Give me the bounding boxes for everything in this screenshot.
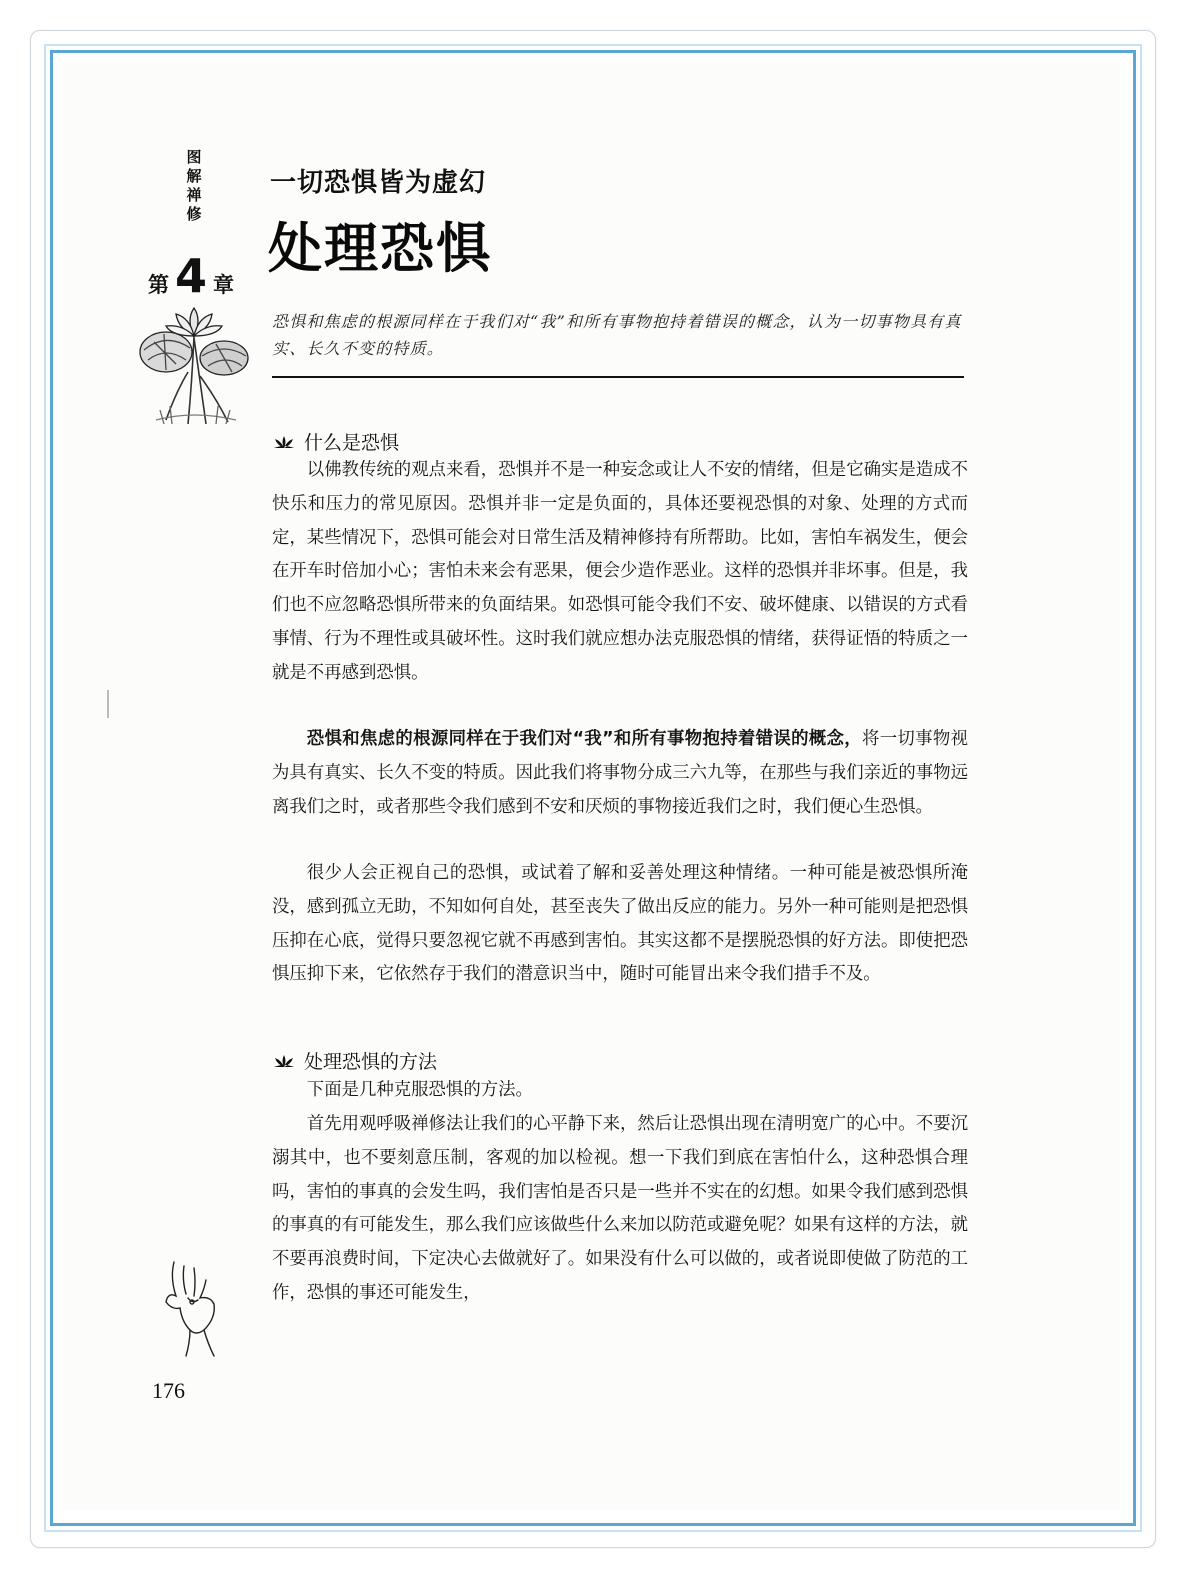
section-heading-text: 什么是恐惧: [304, 432, 400, 454]
section-subtitle: 一切恐惧皆为虚幻: [270, 168, 487, 198]
chapter-prefix: 第: [148, 273, 169, 297]
series-char: 禅: [186, 186, 202, 204]
page-number: 176: [152, 1378, 185, 1403]
series-char: 图: [186, 148, 202, 166]
margin-mark: [107, 690, 109, 718]
paragraph-text: 将一切事物视为具有真实、长久不变的特质。因此我们将事物分成三六九等，在那些与我们亲近的事物远离我们之时，或者那些令我们感到不安和厌烦的事物接近我们之时，我们便心生恐惧。: [272, 729, 968, 817]
paragraph: [272, 723, 968, 824]
lotus-bullet-icon: [272, 1053, 296, 1069]
chapter-abstract: 恐惧和焦虑的根源同样在于我们对“我”和所有事物抱持着错误的概念，认为一切事物具有真实、长久不变的特质。: [272, 312, 962, 358]
lotus-illustration-icon: [136, 302, 254, 426]
series-char: 修: [186, 205, 202, 223]
hand-mudra-illustration-icon: [160, 1258, 234, 1358]
paragraph: 下面是几种克服恐惧的方法。: [306, 1080, 533, 1100]
bold-lead: 恐惧和焦虑的根源同样在于我们对“我”和所有事物抱持着错误的概念，: [306, 729, 862, 749]
chapter-number: 4: [175, 249, 208, 303]
paragraph: 很少人会正视自己的恐惧，或试着了解和妥善处理这种情绪。一种可能是被恐惧所淹没，感到孤立无助，不知如何自处，甚至丧失了做出反应的能力。另外一种可能则是把恐惧压抑在心底，觉得只要忽视它就不再感到害怕。其实这都不是摆脱恐惧的好方法。即使把恐惧压抑下来，它依然存于我们的潜意识当中，随时可能冒出来令我们措手不及。: [272, 863, 968, 985]
chapter-suffix: 章: [213, 273, 235, 297]
series-title-vertical: [185, 148, 203, 224]
section-heading: [272, 1047, 437, 1074]
series-char: 解: [186, 167, 202, 185]
section-heading: [272, 428, 399, 455]
divider: [272, 376, 964, 378]
paragraph: 以佛教传统的观点来看，恐惧并不是一种妄念或让人不安的情绪，但是它确实是造成不快乐和压力的常见原因。恐惧并非一定是负面的，具体还要视恐惧的对象、处理的方式而定，某些情况下，恐惧可能会对日常生活及精神修持有所帮助。比如，害怕车祸发生，便会在开车时倍加小心；害怕未来会有恶果，便会少造作恶业。这样的恐惧并非坏事。但是，我们也不应忽略恐惧所带来的负面结果。如恐惧可能令我们不安、破坏健康、以错误的方式看事情、行为不理性或具破坏性。这时我们就应想办法克服恐惧的情绪，获得证悟的特质之一就是不再感到恐惧。: [272, 460, 968, 683]
section-heading-text: 处理恐惧的方法: [304, 1051, 438, 1073]
page-title: 处理恐惧: [268, 217, 492, 280]
paragraph: 首先用观呼吸禅修法让我们的心平静下来，然后让恐惧出现在清明宽广的心中。不要沉溺其中，也不要刻意压制，客观的加以检视。想一下我们到底在害怕什么，这种恐惧合理吗，害怕的事真的会发生吗，我们害怕是否只是一些并不实在的幻想。如果令我们感到恐惧的事真的有可能发生，那么我们应该做些什么来加以防范或避免呢？如果有这样的方法，就不要再浪费时间，下定决心去做就好了。如果没有什么可以做的，或者说即使做了防范的工作，恐惧的事还可能发生，: [272, 1114, 968, 1303]
lotus-bullet-icon: [272, 434, 296, 450]
chapter-label: [148, 249, 235, 304]
